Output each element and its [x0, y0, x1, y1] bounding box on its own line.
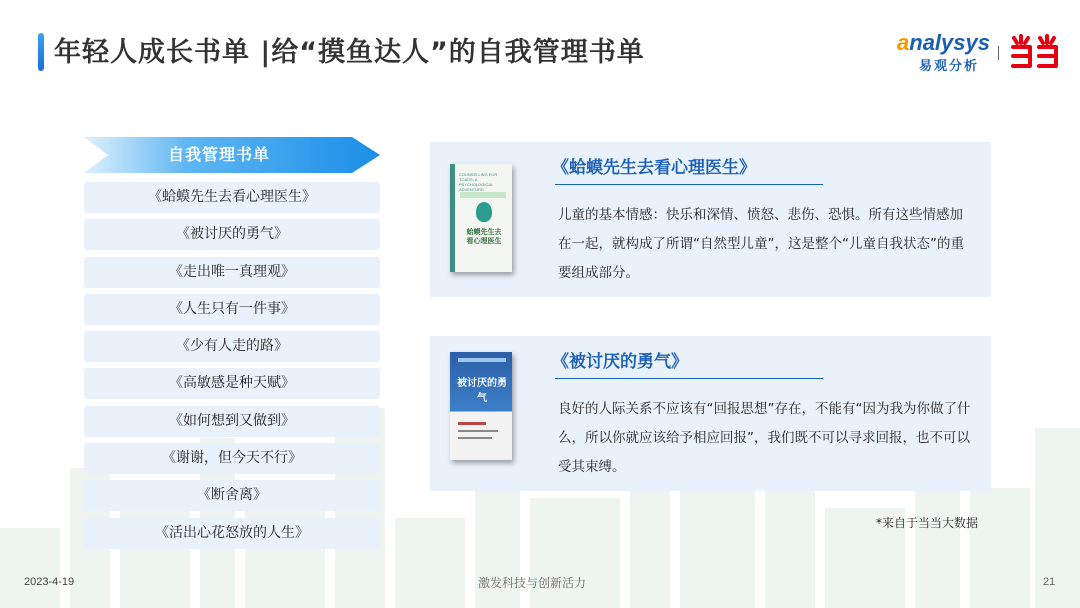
analysys-logo-lead: a	[897, 30, 910, 55]
book-list-item: 《如何想到又做到》	[84, 406, 380, 437]
feature-title: 《被讨厌的勇气》	[552, 352, 688, 372]
title-underline	[555, 378, 823, 379]
feature-description: 良好的人际关系不应该有“回报思想”存在，不能有“因为我为你做了什么，所以你就应该给予相应回报”，我们既不可以寻求回报，也不可以受其束缚。	[558, 401, 971, 475]
feature-description: 儿童的基本情感：快乐和深情、愤怒、悲伤、恐惧。所有这些情感加在一起，就构成了所谓“自然型儿童”，这是整个“儿童自我状态”的重要组成部分。	[558, 207, 964, 281]
source-note: *来自于当当大数据	[876, 516, 979, 530]
book-list-item: 《蛤蟆先生去看心理医生》	[84, 182, 380, 213]
footer-slogan: 激发科技与创新活力	[478, 576, 587, 590]
book-list	[84, 182, 380, 555]
toad-figure-icon	[476, 202, 492, 222]
cover-cn-title: 被讨厌的勇气	[457, 378, 507, 404]
book-list-item: 《谢谢，但今天不行》	[84, 443, 380, 474]
cover-text-line	[458, 430, 498, 432]
feature-title: 《蛤蟆先生去看心理医生》	[552, 158, 756, 178]
book-list-item: 《高敏感是种天赋》	[84, 368, 380, 399]
feature-card-toad	[430, 142, 991, 297]
book-list-item: 《活出心花怒放的人生》	[84, 518, 380, 549]
title-accent-bar	[38, 33, 44, 71]
book-list-heading-text: 自我管理书单	[167, 145, 270, 164]
book-list-heading	[84, 137, 380, 173]
cover-cn-title: 蛤蟆先生去看心理医生	[466, 228, 502, 245]
page-number: 21	[1043, 576, 1056, 588]
cover-text-line	[458, 437, 492, 439]
footer-date: 2023-4-19	[24, 576, 75, 588]
book-cover-toad	[450, 164, 512, 272]
book-list-item: 《人生只有一件事》	[84, 294, 380, 325]
page-title: 年轻人成长书单 |给“摸鱼达人”的自我管理书单	[54, 37, 645, 68]
analysys-logo-cn: 易观分析	[919, 59, 980, 74]
book-list-item: 《被讨厌的勇气》	[84, 219, 380, 250]
title-underline	[555, 184, 823, 185]
dangdang-logo	[1008, 32, 1062, 72]
analysys-logo-latin: nalysys	[909, 30, 990, 55]
book-cover-courage	[450, 352, 512, 460]
book-list-item: 《少有人走的路》	[84, 331, 380, 362]
logo-divider	[998, 46, 999, 60]
book-list-item: 《断舍离》	[84, 480, 380, 511]
cover-red-line	[458, 422, 486, 425]
analysys-logo	[895, 30, 995, 72]
book-list-item: 《走出唯一真理观》	[84, 257, 380, 288]
feature-card-courage	[430, 336, 991, 491]
cover-top-band	[458, 358, 506, 362]
cover-en-title: COUNSELLING FOR TOADS: A PSYCHOLOGICAL ADVENTURE	[459, 172, 498, 192]
cover-label-band	[460, 192, 506, 198]
cover-spine-band	[450, 164, 455, 272]
